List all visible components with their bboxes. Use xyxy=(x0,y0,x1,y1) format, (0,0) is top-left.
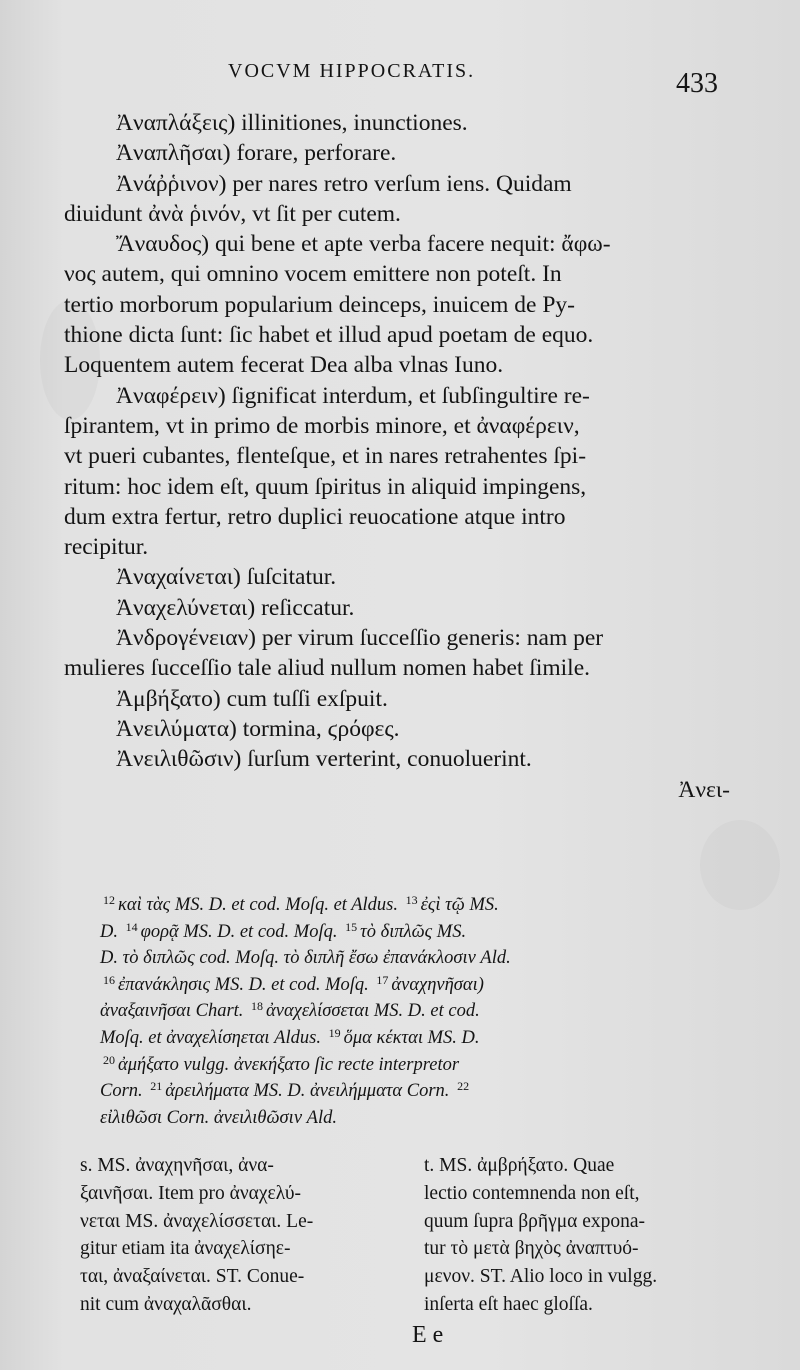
entry-line: dum extra fertur, retro duplici reuocatione atque intro xyxy=(64,503,566,530)
entry-line: Ἀνάῤῥινον) per nares retro verſum iens. Quidam xyxy=(116,170,572,197)
entry-line: νος autem, qui omnino vocem emittere non poteſt. In xyxy=(64,261,562,288)
entry-line: Ἀναπλάξεις) illinitiones, inunctiones. xyxy=(116,110,468,136)
footnote-number: 12 xyxy=(103,893,115,907)
footnote-number: 17 xyxy=(376,972,389,987)
entry-line: Loquentem autem fecerat Dea alba vlnas Iuno. xyxy=(64,352,504,379)
entry-line: Ἀμβήξατο) cum tuſſi exſpuit. xyxy=(116,685,388,712)
footnote-number: 19 xyxy=(328,1025,341,1040)
entry-line: ritum: hoc idem eſt, quum ſpiritus in aliquid impingens, xyxy=(64,473,587,500)
footnote-line: $^{20}$ ἀμήξατο vulgg. ἀνεκήξατο ſic recte interpretor xyxy=(100,1052,748,1079)
entry-line: Ἀναπλῆσαι) forare, perforare. xyxy=(116,140,397,167)
commentary-line: lectio contemnenda non eſt, xyxy=(424,1182,640,1204)
footnote-line: D. $^{14}$ φορᾷ MS. D. et cod. Moſq. $^{15}$ τὸ διπλῶς MS. xyxy=(100,919,467,942)
running-head: VOCVM HIPPOCRATIS. xyxy=(228,60,476,82)
entry-line: Ἀναφέρειν) ſignificat interdum, et ſubſingultire re- xyxy=(116,382,590,409)
entry-line: Ἀναχαίνεται) ſuſcitatur. xyxy=(116,564,337,591)
footnote-number: 13 xyxy=(405,893,418,907)
commentary-line: νεται MS. ἀναχελίσσεται. Le- xyxy=(80,1210,314,1232)
footnote-number: 18 xyxy=(251,999,264,1014)
entry-line: ſpirantem, vt in primo de morbis minore, et ἀναφέρειν, xyxy=(64,412,580,439)
entry-line: tertio morborum popularium deinceps, inuicem de Py- xyxy=(64,291,576,318)
entry-line: thione dicta ſunt: ſic habet et illud apud poetam de equo. xyxy=(64,322,594,349)
footnotes xyxy=(100,892,748,1131)
signature-mark: E e xyxy=(412,1322,444,1348)
commentary xyxy=(80,1152,750,1332)
commentary-line: ται, ἀναξαίνεται. ST. Conue- xyxy=(80,1266,305,1288)
entry-line: recipitur. xyxy=(64,534,149,561)
footnote-number: 20 xyxy=(103,1052,115,1067)
footnote-number: 21 xyxy=(150,1079,163,1094)
entry-line: mulieres ſucceſſio tale aliud nullum nomen habet ſimile. xyxy=(64,655,590,682)
entry-line: diuidunt ἀνὰ ῥινόν, vt ſit per cutem. xyxy=(64,200,401,227)
footnote-line: Corn. $^{21}$ ἀρειλήματα MS. D. ἀνειλήμματα Corn. $^{22}$ xyxy=(100,1078,748,1105)
commentary-line: tur τὸ μετὰ βηχὸς ἀναπτυό- xyxy=(424,1238,639,1260)
commentary-line: s. MS. ἀναχηνῆσαι, ἀνα- xyxy=(80,1155,274,1176)
commentary-left-column xyxy=(80,1152,400,1319)
footnote-number: 14 xyxy=(125,919,138,934)
main-text xyxy=(64,108,736,805)
commentary-line: gitur etiam ita ἀναχελίσηε- xyxy=(80,1238,291,1260)
entry-line: Ἄναυδος) qui bene et apte verba facere nequit: ἄφω- xyxy=(116,231,611,258)
commentary-line: t. MS. ἀμβρήξατο. Quae xyxy=(424,1155,615,1176)
page-header xyxy=(0,58,800,108)
footnote-line: εἰλιθῶσι Corn. ἀνειλιθῶσιν Ald. xyxy=(100,1107,337,1128)
commentary-right-column xyxy=(424,1152,754,1319)
entry-line: Ἀνειλιθῶσιν) ſurſum verterint, conuoluerint. xyxy=(116,746,532,773)
catchword: Ἀνει- xyxy=(678,776,730,803)
footnote-line: $^{16}$ ἐπανάκλησις MS. D. et cod. Moſq. $^{17}$ ἀναχηνῆσαι) xyxy=(100,972,748,999)
footnote-number: 22 xyxy=(457,1079,470,1094)
entry-line: Ἀνειλύματα) tormina, ϛρόφες. xyxy=(116,715,400,742)
footnote-number: 16 xyxy=(103,972,115,987)
commentary-line: nit cum ἀναχαλᾶσθαι. xyxy=(80,1293,252,1315)
entry-line: Ἀναχελύνεται) reſiccatur. xyxy=(116,594,355,621)
commentary-line: quum ſupra βρῆγμα expona- xyxy=(424,1210,646,1232)
footnote-line: Moſq. et ἀναχελίσηεται Aldus. $^{19}$ ὅμα κέκται MS. D. xyxy=(100,1025,480,1048)
footnote-line: $^{12}$ καὶ τὰς MS. D. et cod. Moſq. et Aldus. $^{13}$ ἐςὶ τῷ MS. xyxy=(100,892,748,919)
page-number: 433 xyxy=(676,68,718,99)
commentary-line: ξαινῆσαι. Item pro ἀναχελύ- xyxy=(80,1182,301,1204)
entry-line: vt pueri cubantes, flenteſque, et in nares retrahentes ſpi- xyxy=(64,443,587,470)
commentary-line: inſerta eſt haec gloſſa. xyxy=(424,1293,593,1315)
entry-line: Ἀνδρογένειαν) per virum ſucceſſio generis: nam per xyxy=(116,625,604,652)
commentary-line: μενον. ST. Alio loco in vulgg. xyxy=(424,1266,658,1288)
footnote-number: 15 xyxy=(345,919,358,934)
footnote-line: D. τὸ διπλῶς cod. Moſq. τὸ διπλῆ ἔσω ἐπανάκλοσιν Ald. xyxy=(100,948,511,969)
footnote-line: ἀναξαινῆσαι Chart. $^{18}$ ἀναχελίσσεται MS. D. et cod. xyxy=(100,999,480,1022)
